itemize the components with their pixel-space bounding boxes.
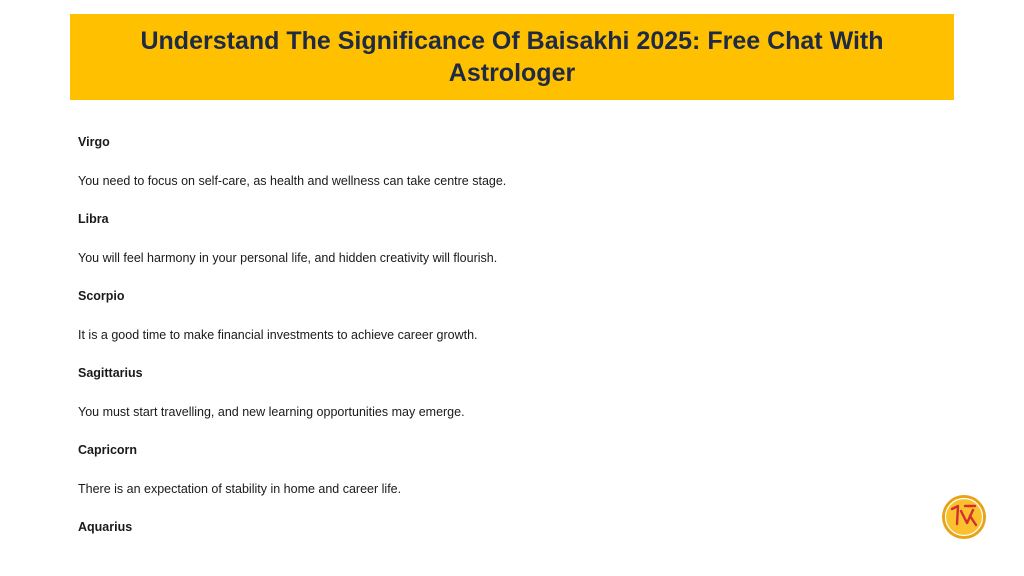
- sign-heading-capricorn: Capricorn: [78, 443, 138, 458]
- sign-heading-libra: Libra: [78, 212, 109, 227]
- brand-logo-svg: [941, 494, 987, 540]
- brand-logo-icon[interactable]: [941, 494, 987, 540]
- sign-text-scorpio: It is a good time to make financial investments to achieve career growth.: [78, 327, 478, 342]
- sign-text-sagittarius: You must start travelling, and new learning opportunities may emerge.: [78, 404, 465, 419]
- sign-heading-scorpio: Scorpio: [78, 289, 125, 304]
- sign-heading-virgo: Virgo: [78, 135, 110, 150]
- sign-text-virgo: You need to focus on self-care, as health and wellness can take centre stage.: [78, 173, 507, 188]
- sign-text-libra: You will feel harmony in your personal life, and hidden creativity will flourish.: [78, 250, 498, 265]
- sign-heading-aquarius: Aquarius: [78, 520, 133, 535]
- horoscope-list: [78, 123, 938, 547]
- sign-heading-sagittarius: Sagittarius: [78, 366, 143, 381]
- title-banner: [70, 14, 954, 100]
- page-title: Understand The Significance Of Baisakhi 2025: Free Chat With Astrologer: [140, 27, 884, 87]
- sign-text-capricorn: There is an expectation of stability in home and career life.: [78, 481, 402, 496]
